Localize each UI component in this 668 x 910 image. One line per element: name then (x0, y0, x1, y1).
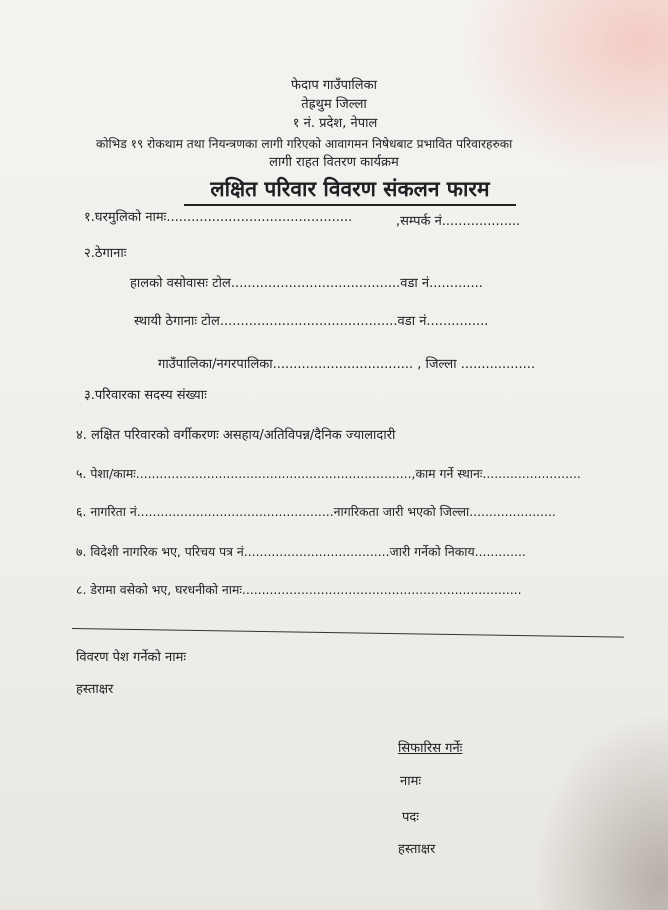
field-landlord-name: ८. डेरामा वसेको भए, घरधनीको नामः....................................................................... (76, 582, 522, 597)
recommender-signature-label: हस्ताक्षर (398, 842, 436, 857)
header-line-5: लागी राहत वितरण कार्यक्रम (269, 155, 399, 170)
form-title: लक्षित परिवार विवरण संकलन फारम (210, 177, 490, 201)
field-head-name: १.घरमुलिको नामः............................................. (84, 210, 353, 225)
field-family-members: ३.परिवारका सदस्य संख्याः (84, 388, 207, 403)
field-address-label: २.ठेगानाः (84, 246, 127, 261)
field-contact-number: ,सम्पर्क नं................... (396, 214, 521, 229)
field-permanent-address: स्थायी ठेगानाः टोल...........................................वडा नं............... (134, 314, 489, 329)
header-line-3: १ नं. प्रदेश, नेपाल (292, 116, 378, 131)
field-current-address: हालको वसोवासः टोल.........................................वडा नं............. (130, 276, 483, 291)
divider-line (72, 628, 624, 638)
header-line-4: कोभिड १९ रोकथाम तथा नियन्त्रणका लागी गरिएको आवागमन निषेधबाट प्रभावित परिवारहरुका (96, 137, 513, 151)
field-municipality-district: गाउँपालिका/नगरपालिका.................................. , जिल्ला .................. (158, 357, 536, 372)
field-classification: ४. लक्षित परिवारको वर्गीकरणः असहाय/अतिविपन्न/दैनिक ज्यालादारी (76, 428, 396, 443)
recommender-post-label: पदः (402, 810, 419, 825)
recommender-name-label: नामः (400, 774, 421, 789)
submitter-signature-label: हस्ताक्षर (76, 682, 114, 697)
recommender-heading: सिफारिस गर्नेः (398, 741, 463, 756)
header-line-2: तेह्रथुम जिल्ला (301, 97, 367, 112)
header-line-1: फेदाप गाउँपालिका (291, 78, 377, 93)
field-citizenship: ६. नागरिता नं..................................................नागरिकता जारी भएको जिल्ला...................... (76, 504, 556, 519)
submitter-name-label: विवरण पेश गर्नेको नामः (76, 650, 187, 665)
field-foreign-id: ७. विदेशी नागरिक भए, परिचय पत्र नं.....................................जारी गर्नेको निकाय............. (76, 544, 526, 559)
title-underline (184, 204, 516, 206)
field-occupation: ५. पेशा/कामः......................................................................,काम गर्ने स्थानः......................... (76, 466, 581, 481)
